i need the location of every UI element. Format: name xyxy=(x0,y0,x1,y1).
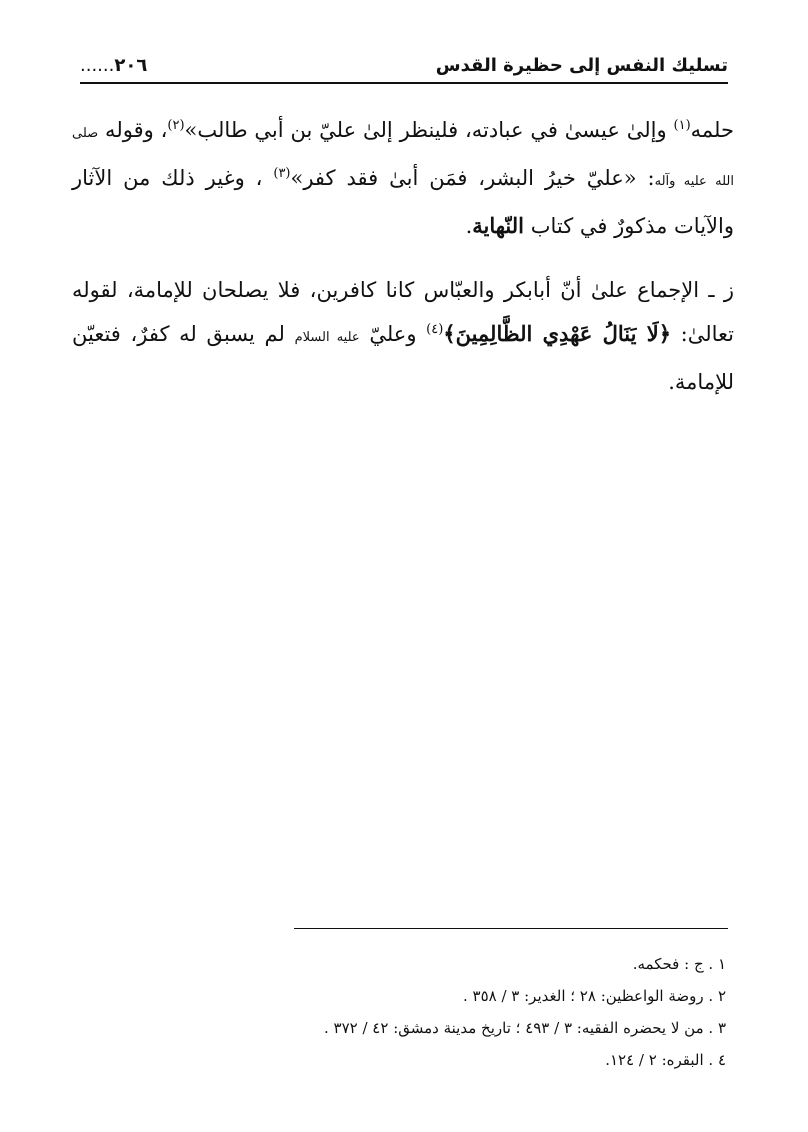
p2-text-3: لم يسبق له كفرٌ، فتعيّن للإمامة. xyxy=(72,322,734,394)
p2-text-1: ز ـ الإجماع علىٰ أنّ أبابكر والعبّاس كانا كافرين، فلا يصلحان للإمامة، لقوله تعالىٰ: xyxy=(72,278,735,346)
footnote-ref-4: (٤) xyxy=(426,322,444,337)
paragraph-2 xyxy=(72,268,734,404)
footnote-ref-1: (١) xyxy=(673,118,691,133)
p1-text-6: . xyxy=(465,214,473,238)
main-text xyxy=(72,108,734,404)
p1-text-3: ، وقوله xyxy=(98,118,168,142)
quran-verse: ﴿لَا يَنَالُ عَهْدِي الظَّالِمِينَ﴾ xyxy=(443,321,671,346)
page-number: ٢٠٦ xyxy=(114,55,148,76)
footnote-2: ٢ . روضة الواعظين: ٢٨ ؛ الغدير: ٣ / ٣٥٨ . xyxy=(462,987,726,1005)
footnote-ref-3: (٣) xyxy=(273,166,291,181)
footnote-4: ٤ . البقره: ٢ / ١٢٤. xyxy=(605,1051,726,1069)
footnotes xyxy=(80,948,726,1076)
blessing-glyph-2: عليه السلام xyxy=(294,330,360,345)
footnote-3: ٣ . من لا يحضره الفقيه: ٣ / ٤٩٣ ؛ تاريخ مدينة دمشق: ٤٢ / ٣٧٢ . xyxy=(323,1019,726,1037)
book-title: النّهاية xyxy=(472,213,525,238)
header-dots: ...... xyxy=(80,55,115,76)
page-number-group xyxy=(80,55,147,76)
p1-text-4: : «عليّ خيرُ البشر، فمَن أبىٰ فقد كفر» xyxy=(290,166,655,190)
footnote-1: ١ . ج : فحكمه. xyxy=(632,955,726,973)
running-title: تسليك النفس إلى حظيرة القدس xyxy=(435,55,728,76)
page-header xyxy=(80,44,728,84)
p1-text-5: ، وغير ذلك من الآثار والآيات مذكورٌ في كتاب xyxy=(72,166,734,238)
paragraph-1 xyxy=(72,108,734,248)
footnote-separator xyxy=(294,928,728,929)
p1-text-1: حلمه xyxy=(690,118,734,142)
blessing-glyph: صلى الله عليه وآله xyxy=(72,126,734,189)
p2-text-2: وعليّ xyxy=(359,322,427,346)
footnote-ref-2: (٢) xyxy=(167,118,185,133)
p1-text-2: وإلىٰ عيسىٰ في عبادته، فلينظر إلىٰ عليّ بن أبي طالب» xyxy=(184,118,674,142)
